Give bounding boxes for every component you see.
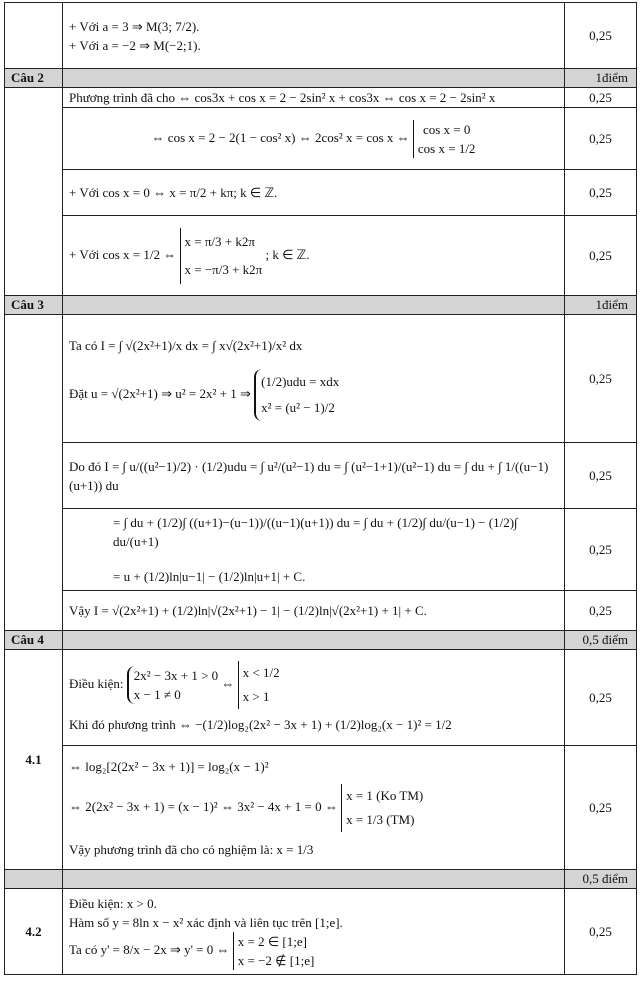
case-bracket: cos x = 0 cos x = 1/2 xyxy=(413,120,476,158)
math-line: Khi đó phương trình ⇔ −(1/2)log₂(2x² − 3x + 1) + (1/2)log₂(x − 1)² = 1/2 xyxy=(69,717,452,732)
section-title: Câu 4 xyxy=(5,631,63,650)
score-cell: 0,25 xyxy=(565,443,637,509)
math-line: + Với cos x = 0 ⇔ x = π/2 + kπ; k ∈ ℤ. xyxy=(69,185,278,200)
section-points: 1điểm xyxy=(565,296,637,315)
score-cell: 0,25 xyxy=(565,108,637,170)
score-cell: 0,25 xyxy=(565,591,637,631)
score-cell: 0,25 xyxy=(565,3,637,69)
table-row xyxy=(5,170,637,216)
math-line: Đặt u = √(2x²+1) ⇒ u² = 2x² + 1 ⇒ xyxy=(69,385,251,401)
math-line: Điều kiện: x > 0. xyxy=(69,895,157,911)
math-line: = ∫ du + (1/2)∫ ((u+1)−(u−1))/((u−1)(u+1)) du = ∫ du + (1/2)∫ du/(u−1) − (1/2)∫ du/(u+1) xyxy=(113,515,518,549)
math-line: ⇔ 2(2x² − 3x + 1) = (x − 1)² ⇔ 3x² − 4x + 1 = 0 ⇔ xyxy=(69,798,338,814)
table-row xyxy=(5,591,637,631)
math-line: Điều kiện: xyxy=(69,675,124,691)
score-cell: 0,25 xyxy=(565,216,637,296)
table-row: + Với cos x = 1/2 ⇔ x = π/3 + k2π x = −π/3 + k2π ; k ∈ ℤ. 0,25 xyxy=(5,216,637,296)
table-row xyxy=(5,315,637,443)
table-row xyxy=(5,88,637,108)
math-line: Do đó I = ∫ u/((u²−1)/2) · (1/2)udu = ∫ u²/(u²−1) du = ∫ (u²−1+1)/(u²−1) du = ∫ du + ∫ 1/((u−1)(u+1)) du xyxy=(69,458,549,493)
math-line: Hàm số y = 8ln x − x² xác định và liên tục trên [1;e]. xyxy=(69,914,343,930)
table-row xyxy=(5,108,637,170)
section-points: 0,5 điểm xyxy=(565,631,637,650)
score-cell: 0,25 xyxy=(565,746,637,870)
math-line: Phương trình đã cho ⇔ cos3x + cos x = 2 − 2sin² x + cos3x ⇔ cos x = 2 − 2sin² x xyxy=(69,90,496,105)
math-line: Ta có I = ∫ √(2x²+1)/x dx = ∫ x√(2x²+1)/x² dx xyxy=(69,338,303,353)
table-row xyxy=(5,746,637,870)
score-cell: 0,25 xyxy=(565,650,637,746)
system-brace: 2x² − 3x + 1 > 0 x − 1 ≠ 0 xyxy=(127,666,218,704)
case-bracket: x = 2 ∈ [1;e] x = −2 ∉ [1;e] xyxy=(233,932,315,970)
score-cell: 0,25 xyxy=(565,889,637,975)
content-cell xyxy=(63,3,565,69)
math-line: ⇔ log₂[2(2x² − 3x + 1)] = log₂(x − 1)² xyxy=(69,758,269,774)
label-cell xyxy=(5,315,63,631)
section-points: 0,5 điểm xyxy=(565,870,637,889)
score-cell: 0,25 xyxy=(565,170,637,216)
part-label: 4.2 xyxy=(5,889,63,975)
math-line: Ta có y' = 8/x − 2x ⇒ y' = 0 ⇔ xyxy=(69,941,230,957)
section-header xyxy=(5,69,637,88)
case-bracket: x < 1/2 x > 1 xyxy=(238,661,280,709)
score-cell: 0,25 xyxy=(565,509,637,591)
label-cell xyxy=(5,3,63,69)
math-line: Vậy phương trình đã cho có nghiệm là: x = 1/3 xyxy=(69,841,314,857)
case-bracket: x = π/3 + k2π x = −π/3 + k2π xyxy=(180,228,263,284)
table-row xyxy=(5,509,637,591)
section-header xyxy=(5,870,637,889)
table-row xyxy=(5,3,637,69)
math-line: + Với cos x = 1/2 ⇔ xyxy=(69,246,177,262)
section-title: Câu 2 xyxy=(5,69,63,88)
label-cell xyxy=(5,88,63,296)
section-title: Câu 3 xyxy=(5,296,63,315)
section-header xyxy=(5,631,637,650)
math-line: Vậy I = √(2x²+1) + (1/2)ln|√(2x²+1) − 1| − (1/2)ln|√(2x²+1) + 1| + C. xyxy=(69,603,427,618)
section-points: 1điểm xyxy=(565,69,637,88)
section-header xyxy=(5,296,637,315)
math-line: = u + (1/2)ln|u−1| − (1/2)ln|u+1| + C. xyxy=(113,569,306,584)
table-row: 4.1 Điều kiện: 2x² − 3x + 1 > 0 x − 1 ≠ 0 ⇔ x < 1/2 x > 1 Khi đó phương trình ⇔ −(1/2)log₂(2x² − 3x + 1) + (1/2)log₂(x − 1)² = 1/2 0,25 xyxy=(5,650,637,746)
math-line: ⇔ cos x = 2 − 2(1 − cos² x) ⇔ 2cos² x = cos x ⇔ xyxy=(151,129,410,145)
math-line: + Với a = 3 ⇒ M(3; 7/2). xyxy=(69,18,200,34)
part-label: 4.1 xyxy=(5,650,63,870)
math-line: + Với a = −2 ⇒ M(−2;1). xyxy=(69,37,201,53)
case-bracket: x = 1 (Ko TM) x = 1/3 (TM) xyxy=(341,784,423,832)
table-row xyxy=(5,443,637,509)
system-brace: (1/2)udu = xdx x² = (u² − 1)/2 xyxy=(254,369,339,421)
score-cell: 0,25 xyxy=(565,88,637,108)
table-row xyxy=(5,889,637,975)
answer-table xyxy=(4,2,637,975)
score-cell: 0,25 xyxy=(565,315,637,443)
